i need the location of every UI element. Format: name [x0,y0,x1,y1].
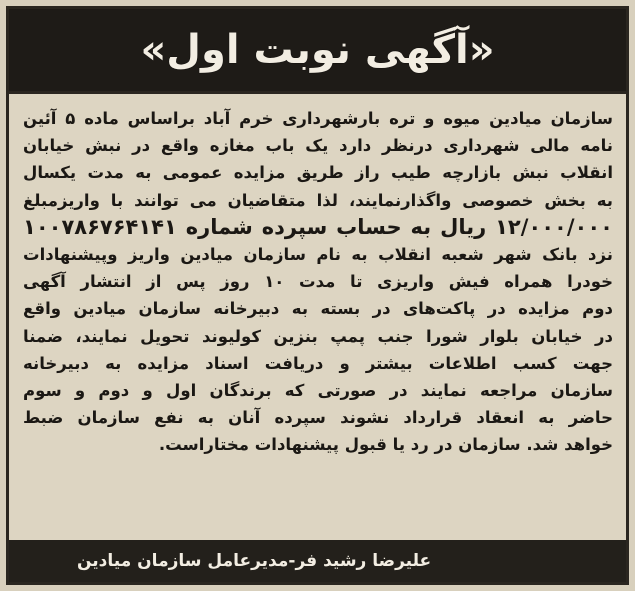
notice-title: «آگهی نوبت اول» [140,27,495,73]
signature-bar [9,540,626,582]
notice-line-11: سازمان مراجعه نمایند در صورتی که برندگان اول و دوم و سوم [23,381,613,401]
notice-line-4: به بخش خصوصی واگذارنمایند، لذا متقاضیان می توانند با واریزمبلغ [23,190,613,210]
notice-line-2: نامه مالی شهرداری درنظر دارد یک باب مغازه واقع در نبش خیابان [23,136,613,156]
signature: علیرضا رشید فر-مدیرعامل سازمان میادین [77,551,432,571]
notice-header [9,9,626,94]
notice-line-6: نزد بانک شهر شعبه انقلاب به نام سازمان میادین واریز وپیشنهادات [23,245,613,265]
notice-line-1: سازمان میادین میوه و تره بارشهرداری خرم آباد براساس ماده ۵ آئین [23,109,613,128]
notice-frame [6,6,629,585]
notice-line-12: حاضر به انعقاد قرارداد نشوند سپرده آنان به نفع سازمان ضبط [23,408,613,428]
notice-line-13: خواهد شد. سازمان در رد یا قبول پیشنهادات مختاراست. [158,435,613,455]
notice-line-10: جهت کسب اطلاعات بیشتر و دریافت اسناد مزایده به دبیرخانه [23,353,613,373]
notice-line-7: خودرا همراه فیش واریزی تا مدت ۱۰ روز پس از انتشار آگهی [23,272,613,292]
notice-line-9: در خیابان بلوار شورا جنب پمپ بنزین کولیوند تحویل نمایند، ضمنا [23,326,613,346]
notice-line-5-amount-account: ۱۲/۰۰۰/۰۰۰ ریال به حساب سپرده شماره ۱۰۰۷۸۶۷۶۴۱۴۱ [23,214,613,239]
notice-body [23,105,613,459]
notice-line-3: انقلاب نبش بازارچه طیب راز طریق مزایده عمومی به مدت یکسال [23,163,613,183]
notice-line-8: دوم مزایده در پاکت‌های در بسته به دبیرخانه سازمان میادین واقع [23,299,613,319]
